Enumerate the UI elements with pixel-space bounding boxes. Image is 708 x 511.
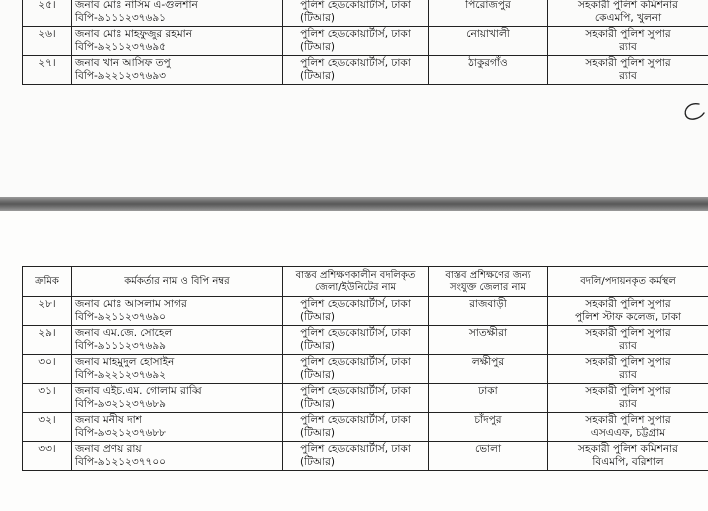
page-divider xyxy=(0,197,708,211)
attached-district: ঢাকা xyxy=(429,384,548,413)
table-row xyxy=(23,413,708,442)
officer-name: জনাব মোঃ আসলাম সাগর xyxy=(75,298,187,310)
col-header-name: কর্মকর্তার নাম ও বিপি নম্বর xyxy=(72,267,283,297)
posting-designation: সহকারী পুলিশ সুপার xyxy=(585,414,671,426)
posting-cell xyxy=(548,56,708,85)
officer-name-cell xyxy=(72,27,283,56)
bp-number: বিপি-৯২১১২৩৭৬৯০ xyxy=(75,311,166,323)
handwritten-initial xyxy=(677,100,707,124)
attached-district: পিরোজপুর xyxy=(429,0,548,27)
officer-table-continued xyxy=(22,0,708,85)
serial-number: ২৮। xyxy=(23,297,72,326)
table-row xyxy=(23,0,708,27)
serial-number: ৩২। xyxy=(23,413,72,442)
attached-district: ভোলা xyxy=(429,442,548,471)
posting-cell xyxy=(548,27,708,56)
serial-number: ৩৩। xyxy=(23,442,72,471)
training-unit-cell xyxy=(283,384,429,413)
attached-district: লক্ষীপুর xyxy=(429,355,548,384)
table-row xyxy=(23,56,708,85)
table-row xyxy=(23,384,708,413)
bp-number: বিপি-৯৩২১২৩৭৬৮৮ xyxy=(75,427,166,439)
table-row xyxy=(23,442,708,471)
training-unit-code: (টিআর) xyxy=(300,340,335,352)
table-row xyxy=(23,27,708,56)
training-unit-cell xyxy=(283,56,429,85)
training-unit-code: (টিআর) xyxy=(300,12,335,24)
col-header-unit: বাস্তব প্রশিক্ষণকালীন বদলিকৃত জেলা/ইউনিটের নাম xyxy=(283,267,429,297)
training-unit-code: (টিআর) xyxy=(300,398,335,410)
training-unit-code: (টিআর) xyxy=(300,369,335,381)
table-row xyxy=(23,326,708,355)
bp-number: বিপি-৯১২১২৩৭৭০০ xyxy=(75,456,166,468)
bp-number: বিপি-৯১১১২৩৭৬৯৯ xyxy=(75,340,166,352)
col-header-district: বাস্তব প্রশিক্ষণের জন্য সংযুক্ত জেলার নাম xyxy=(429,267,548,297)
officer-name-cell xyxy=(72,413,283,442)
posting-cell xyxy=(548,0,708,27)
posting-place: র‍্যাব xyxy=(619,340,637,352)
posting-designation: সহকারী পুলিশ সুপার xyxy=(585,57,671,69)
posting-designation: সহকারী পুলিশ সুপার xyxy=(585,385,671,397)
serial-number: ৩১। xyxy=(23,384,72,413)
officer-name-cell xyxy=(72,384,283,413)
table-row xyxy=(23,297,708,326)
officer-name: জনাব প্রণয় রায় xyxy=(75,443,142,455)
officer-table xyxy=(22,266,708,471)
posting-cell xyxy=(548,384,708,413)
posting-place: এসএএফ, চট্টগ্রাম xyxy=(590,427,666,439)
posting-designation: সহকারী পুলিশ কমিশনার xyxy=(578,0,678,11)
training-unit: পুলিশ হেডকোয়ার্টার্স, ঢাকা xyxy=(300,298,411,310)
officer-name-cell xyxy=(72,56,283,85)
training-unit: পুলিশ হেডকোয়ার্টার্স, ঢাকা xyxy=(300,443,411,455)
bp-number: বিপি-৯১১১২৩৭৬৯১ xyxy=(75,12,166,24)
serial-number: ২৭। xyxy=(23,56,72,85)
training-unit-code: (টিআর) xyxy=(300,41,335,53)
attached-district: সাতক্ষীরা xyxy=(429,326,548,355)
training-unit: পুলিশ হেডকোয়ার্টার্স, ঢাকা xyxy=(300,0,411,11)
training-unit-cell xyxy=(283,413,429,442)
posting-place: র‍্যাব xyxy=(619,369,637,381)
officer-name: জনাব এইচ.এম. গোলাম রাব্বি xyxy=(75,385,202,397)
serial-number: ২৬। xyxy=(23,27,72,56)
table-row xyxy=(23,355,708,384)
training-unit: পুলিশ হেডকোয়ার্টার্স, ঢাকা xyxy=(300,327,411,339)
posting-cell xyxy=(548,442,708,471)
officer-name: জনাব মনীষ দাশ xyxy=(75,414,142,426)
training-unit: পুলিশ হেডকোয়ার্টার্স, ঢাকা xyxy=(300,356,411,368)
posting-cell xyxy=(548,413,708,442)
col-header-serial: ক্রমিক xyxy=(23,267,72,297)
attached-district: নোয়াখালী xyxy=(429,27,548,56)
training-unit-code: (টিআর) xyxy=(300,456,335,468)
posting-designation: সহকারী পুলিশ সুপার xyxy=(585,298,671,310)
training-unit-cell xyxy=(283,442,429,471)
bp-number: বিপি-৯২১১২৩৭৬৯৫ xyxy=(75,41,166,53)
posting-place: বিএমপি, বরিশাল xyxy=(592,456,664,468)
posting-cell xyxy=(548,297,708,326)
officer-name-cell xyxy=(72,326,283,355)
posting-place: র‍্যাব xyxy=(619,398,637,410)
posting-cell xyxy=(548,355,708,384)
bp-number: বিপি-৯২২১২৩৭৬৯৩ xyxy=(75,70,166,82)
serial-number: ২৫। xyxy=(23,0,72,27)
officer-name: জনাব মাহমুদুল হোসাইন xyxy=(75,356,175,368)
posting-place: পুলিশ স্টাফ কলেজ, ঢাকা xyxy=(575,311,681,323)
posting-designation: সহকারী পুলিশ সুপার xyxy=(585,28,671,40)
posting-cell xyxy=(548,326,708,355)
training-unit: পুলিশ হেডকোয়ার্টার্স, ঢাকা xyxy=(300,414,411,426)
officer-name-cell xyxy=(72,0,283,27)
serial-number: ৩০। xyxy=(23,355,72,384)
training-unit-code: (টিআর) xyxy=(300,70,335,82)
document-page-top xyxy=(0,0,708,197)
posting-designation: সহকারী পুলিশ কমিশনার xyxy=(578,443,678,455)
officer-name-cell xyxy=(72,442,283,471)
training-unit-code: (টিআর) xyxy=(300,311,335,323)
table-header-row xyxy=(23,267,708,297)
training-unit: পুলিশ হেডকোয়ার্টার্স, ঢাকা xyxy=(300,57,411,69)
attached-district: ঠাকুরগাঁও xyxy=(429,56,548,85)
training-unit-code: (টিআর) xyxy=(300,427,335,439)
officer-name: জনাব খান আসিফ তপু xyxy=(75,57,171,69)
serial-number: ২৯। xyxy=(23,326,72,355)
posting-place: র‍্যাব xyxy=(619,41,637,53)
training-unit-cell xyxy=(283,0,429,27)
posting-place: কেএমপি, খুলনা xyxy=(594,12,662,24)
officer-name: জনাব মোঃ মাহফুজুর রহমান xyxy=(75,28,192,40)
training-unit-cell xyxy=(283,27,429,56)
attached-district: রাজবাড়ী xyxy=(429,297,548,326)
officer-name: জনাব এম.জে. সোহেল xyxy=(75,327,173,339)
col-header-posting: বদলি/পদায়নকৃত কর্মস্থল xyxy=(548,267,708,297)
document-page-bottom xyxy=(0,211,708,511)
posting-designation: সহকারী পুলিশ সুপার xyxy=(585,356,671,368)
training-unit-cell xyxy=(283,355,429,384)
officer-name-cell xyxy=(72,355,283,384)
posting-designation: সহকারী পুলিশ সুপার xyxy=(585,327,671,339)
training-unit-cell xyxy=(283,297,429,326)
training-unit: পুলিশ হেডকোয়ার্টার্স, ঢাকা xyxy=(300,385,411,397)
attached-district: চাঁদপুর xyxy=(429,413,548,442)
training-unit: পুলিশ হেডকোয়ার্টার্স, ঢাকা xyxy=(300,28,411,40)
bp-number: বিপি-৯২২১২৩৭৬৯২ xyxy=(75,369,166,381)
training-unit-cell xyxy=(283,326,429,355)
officer-name: জনাব মোঃ নাসিম এ-গুলশান xyxy=(75,0,198,11)
posting-place: র‍্যাব xyxy=(619,70,637,82)
officer-name-cell xyxy=(72,297,283,326)
bp-number: বিপি-৯৩২১২৩৭৬৮৯ xyxy=(75,398,166,410)
